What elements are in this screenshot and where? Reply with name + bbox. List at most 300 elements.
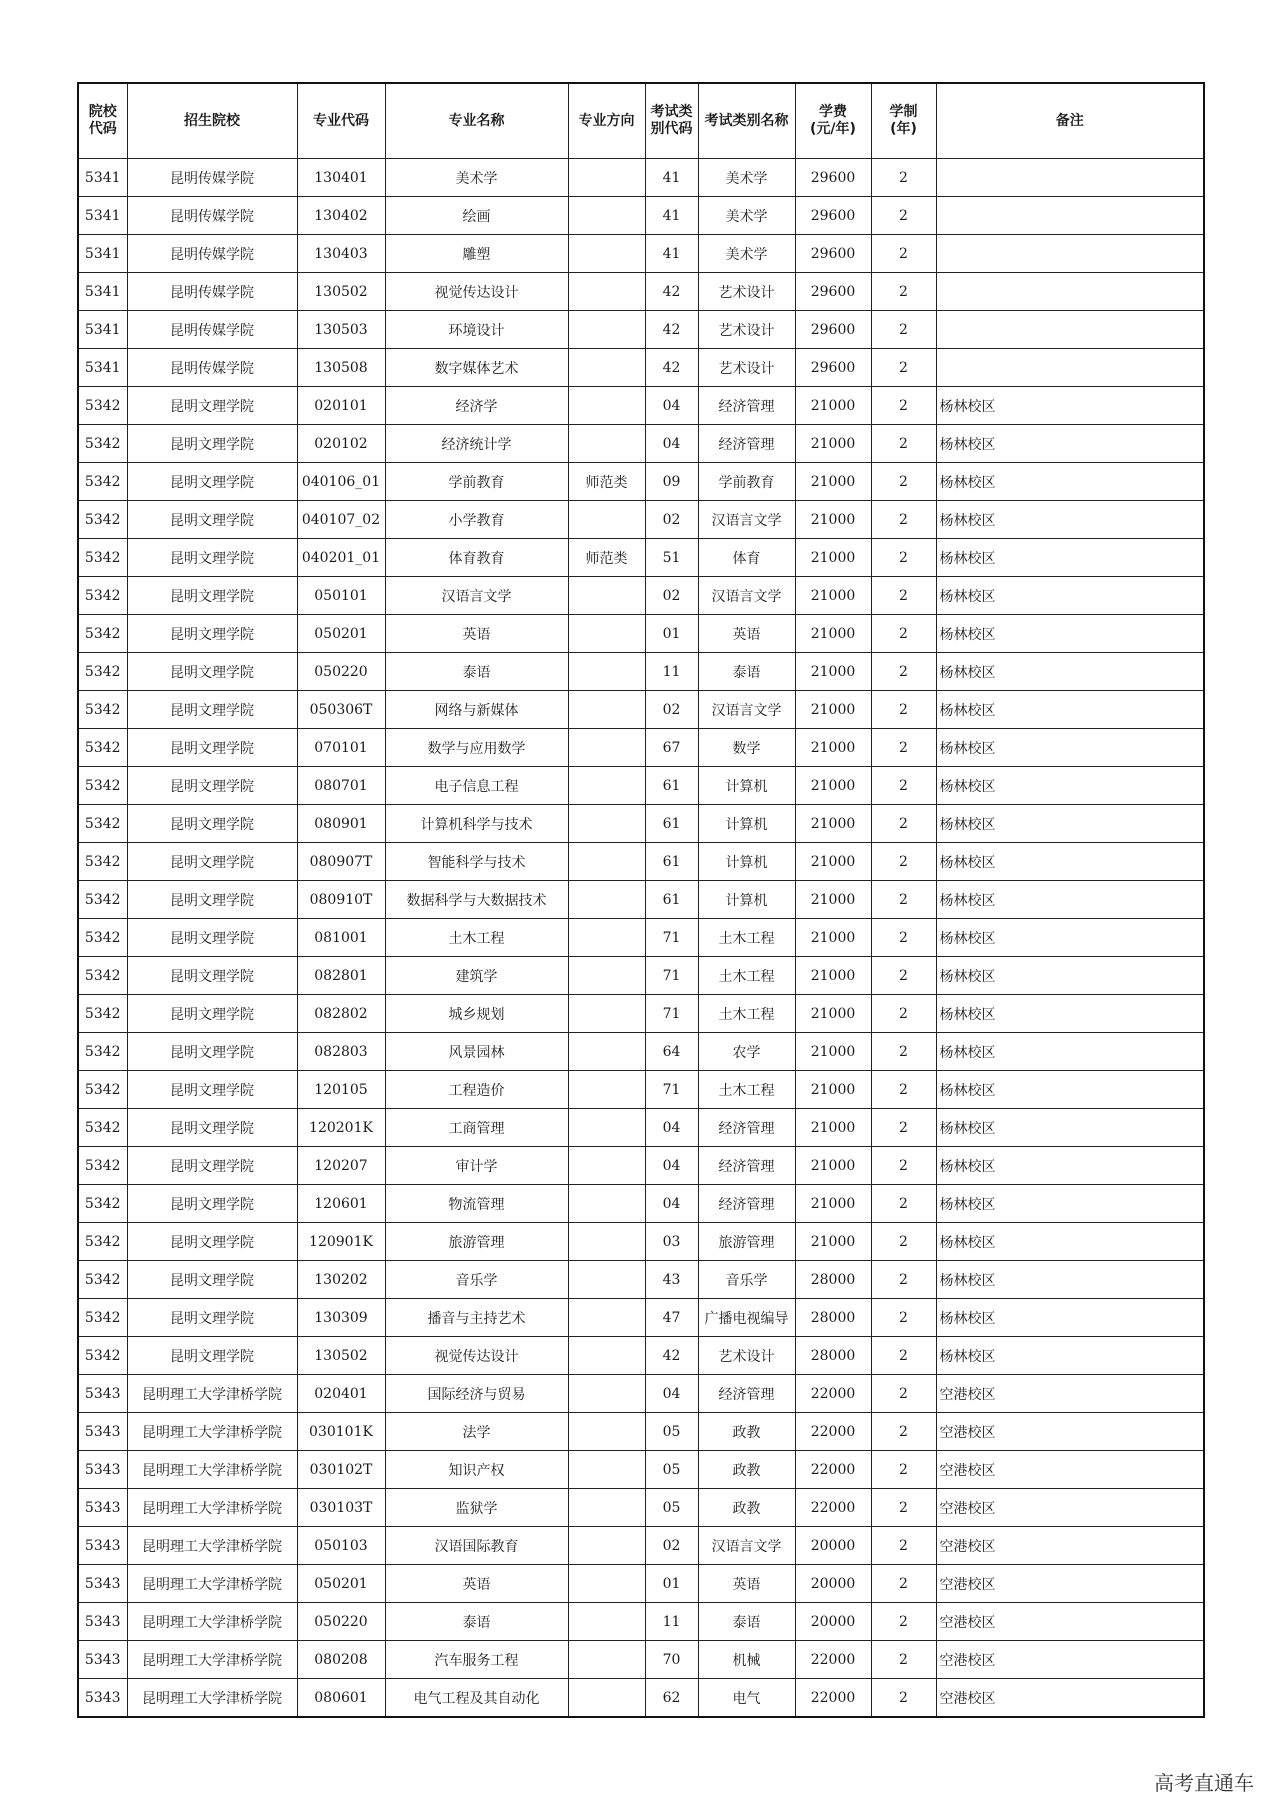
school-code-cell: 5341: [78, 311, 127, 349]
exam-name-cell: 音乐学: [698, 1261, 795, 1299]
major-name-cell: 美术学: [385, 159, 568, 197]
exam-code-cell: 61: [645, 767, 698, 805]
major-code-cell: 050103: [297, 1527, 385, 1565]
remarks-cell: 杨林校区: [936, 501, 1204, 539]
duration-cell: 2: [871, 1185, 936, 1223]
major-code-cell: 080910T: [297, 881, 385, 919]
direction-cell: [568, 425, 645, 463]
tuition-cell: 22000: [795, 1375, 871, 1413]
duration-cell: 2: [871, 1299, 936, 1337]
exam-code-cell: 61: [645, 881, 698, 919]
duration-cell: 2: [871, 349, 936, 387]
major-code-cell: 030101K: [297, 1413, 385, 1451]
duration-cell: 2: [871, 1375, 936, 1413]
school-code-cell: 5343: [78, 1375, 127, 1413]
exam-code-cell: 09: [645, 463, 698, 501]
table-row: [78, 1413, 1204, 1451]
exam-name-cell: 土木工程: [698, 1071, 795, 1109]
tuition-cell: 29600: [795, 235, 871, 273]
remarks-cell: 杨林校区: [936, 387, 1204, 425]
tuition-cell: 21000: [795, 1109, 871, 1147]
header-exam-name: 考试类别名称: [698, 83, 795, 159]
remarks-cell: 空港校区: [936, 1565, 1204, 1603]
major-name-cell: 国际经济与贸易: [385, 1375, 568, 1413]
table-row: [78, 577, 1204, 615]
exam-name-cell: 泰语: [698, 653, 795, 691]
major-name-cell: 旅游管理: [385, 1223, 568, 1261]
exam-name-cell: 汉语言文学: [698, 1527, 795, 1565]
exam-code-cell: 05: [645, 1489, 698, 1527]
school-code-cell: 5342: [78, 1337, 127, 1375]
exam-name-cell: 体育: [698, 539, 795, 577]
remarks-cell: 杨林校区: [936, 1185, 1204, 1223]
school-code-cell: 5342: [78, 729, 127, 767]
exam-name-cell: 艺术设计: [698, 311, 795, 349]
duration-cell: 2: [871, 957, 936, 995]
table-row: [78, 311, 1204, 349]
tuition-cell: 21000: [795, 615, 871, 653]
exam-code-cell: 05: [645, 1451, 698, 1489]
school-name-cell: 昆明理工大学津桥学院: [127, 1603, 297, 1641]
duration-cell: 2: [871, 159, 936, 197]
remarks-cell: 杨林校区: [936, 919, 1204, 957]
school-code-cell: 5343: [78, 1679, 127, 1718]
school-code-cell: 5342: [78, 1299, 127, 1337]
direction-cell: [568, 1147, 645, 1185]
remarks-cell: 杨林校区: [936, 1337, 1204, 1375]
direction-cell: [568, 235, 645, 273]
exam-name-cell: 美术学: [698, 159, 795, 197]
direction-cell: [568, 881, 645, 919]
exam-code-cell: 71: [645, 957, 698, 995]
exam-name-cell: 土木工程: [698, 957, 795, 995]
tuition-cell: 29600: [795, 273, 871, 311]
duration-cell: 2: [871, 387, 936, 425]
exam-name-cell: 学前教育: [698, 463, 795, 501]
exam-name-cell: 机械: [698, 1641, 795, 1679]
school-name-cell: 昆明文理学院: [127, 1185, 297, 1223]
major-code-cell: 130403: [297, 235, 385, 273]
table-row: [78, 463, 1204, 501]
table-row: [78, 1109, 1204, 1147]
exam-name-cell: 数学: [698, 729, 795, 767]
major-name-cell: 经济学: [385, 387, 568, 425]
remarks-cell: 杨林校区: [936, 995, 1204, 1033]
exam-code-cell: 43: [645, 1261, 698, 1299]
header-school-name: 招生院校: [127, 83, 297, 159]
remarks-cell: [936, 349, 1204, 387]
exam-name-cell: 农学: [698, 1033, 795, 1071]
school-code-cell: 5342: [78, 1147, 127, 1185]
exam-code-cell: 11: [645, 653, 698, 691]
major-code-cell: 130401: [297, 159, 385, 197]
major-code-cell: 120201K: [297, 1109, 385, 1147]
school-name-cell: 昆明理工大学津桥学院: [127, 1489, 297, 1527]
school-name-cell: 昆明文理学院: [127, 539, 297, 577]
exam-name-cell: 政教: [698, 1451, 795, 1489]
tuition-cell: 22000: [795, 1641, 871, 1679]
tuition-cell: 29600: [795, 159, 871, 197]
direction-cell: [568, 805, 645, 843]
table-row: [78, 1451, 1204, 1489]
duration-cell: 2: [871, 1147, 936, 1185]
school-name-cell: 昆明文理学院: [127, 463, 297, 501]
direction-cell: [568, 159, 645, 197]
tuition-cell: 21000: [795, 1071, 871, 1109]
major-name-cell: 城乡规划: [385, 995, 568, 1033]
major-code-cell: 050101: [297, 577, 385, 615]
major-name-cell: 视觉传达设计: [385, 273, 568, 311]
remarks-cell: 杨林校区: [936, 843, 1204, 881]
exam-name-cell: 经济管理: [698, 425, 795, 463]
exam-code-cell: 02: [645, 691, 698, 729]
major-name-cell: 电子信息工程: [385, 767, 568, 805]
table-row: [78, 425, 1204, 463]
duration-cell: 2: [871, 463, 936, 501]
remarks-cell: 空港校区: [936, 1489, 1204, 1527]
table-header: [78, 83, 1204, 159]
school-code-cell: 5342: [78, 539, 127, 577]
school-code-cell: 5342: [78, 1033, 127, 1071]
major-code-cell: 080601: [297, 1679, 385, 1718]
school-code-cell: 5342: [78, 881, 127, 919]
tuition-cell: 20000: [795, 1565, 871, 1603]
exam-name-cell: 美术学: [698, 197, 795, 235]
duration-cell: 2: [871, 1071, 936, 1109]
table-row: [78, 1261, 1204, 1299]
exam-code-cell: 51: [645, 539, 698, 577]
major-name-cell: 风景园林: [385, 1033, 568, 1071]
tuition-cell: 21000: [795, 577, 871, 615]
duration-cell: 2: [871, 1679, 936, 1718]
major-name-cell: 视觉传达设计: [385, 1337, 568, 1375]
major-code-cell: 040201_01: [297, 539, 385, 577]
duration-cell: 2: [871, 539, 936, 577]
major-name-cell: 监狱学: [385, 1489, 568, 1527]
school-name-cell: 昆明理工大学津桥学院: [127, 1679, 297, 1718]
major-code-cell: 130508: [297, 349, 385, 387]
school-name-cell: 昆明文理学院: [127, 1299, 297, 1337]
table-row: [78, 1489, 1204, 1527]
remarks-cell: 杨林校区: [936, 1299, 1204, 1337]
table-row: [78, 805, 1204, 843]
school-name-cell: 昆明文理学院: [127, 805, 297, 843]
exam-name-cell: 计算机: [698, 805, 795, 843]
tuition-cell: 22000: [795, 1679, 871, 1718]
major-code-cell: 080208: [297, 1641, 385, 1679]
school-code-cell: 5343: [78, 1527, 127, 1565]
table-row: [78, 729, 1204, 767]
major-name-cell: 汽车服务工程: [385, 1641, 568, 1679]
exam-code-cell: 04: [645, 387, 698, 425]
major-code-cell: 130502: [297, 273, 385, 311]
school-name-cell: 昆明理工大学津桥学院: [127, 1413, 297, 1451]
major-code-cell: 050201: [297, 615, 385, 653]
major-code-cell: 040106_01: [297, 463, 385, 501]
direction-cell: [568, 1337, 645, 1375]
school-name-cell: 昆明传媒学院: [127, 349, 297, 387]
duration-cell: 2: [871, 1641, 936, 1679]
exam-name-cell: 政教: [698, 1489, 795, 1527]
remarks-cell: 空港校区: [936, 1679, 1204, 1718]
tuition-cell: 21000: [795, 1033, 871, 1071]
direction-cell: [568, 1413, 645, 1451]
school-code-cell: 5342: [78, 767, 127, 805]
remarks-cell: 杨林校区: [936, 881, 1204, 919]
major-name-cell: 汉语言文学: [385, 577, 568, 615]
school-code-cell: 5342: [78, 1261, 127, 1299]
exam-code-cell: 41: [645, 159, 698, 197]
direction-cell: [568, 1641, 645, 1679]
table-row: [78, 653, 1204, 691]
tuition-cell: 22000: [795, 1451, 871, 1489]
table-row: [78, 1375, 1204, 1413]
major-code-cell: 120901K: [297, 1223, 385, 1261]
school-name-cell: 昆明文理学院: [127, 691, 297, 729]
school-name-cell: 昆明理工大学津桥学院: [127, 1641, 297, 1679]
exam-code-cell: 02: [645, 1527, 698, 1565]
exam-code-cell: 62: [645, 1679, 698, 1718]
direction-cell: [568, 1185, 645, 1223]
exam-code-cell: 02: [645, 577, 698, 615]
exam-code-cell: 04: [645, 1109, 698, 1147]
major-code-cell: 020401: [297, 1375, 385, 1413]
major-name-cell: 体育教育: [385, 539, 568, 577]
exam-name-cell: 经济管理: [698, 1375, 795, 1413]
tuition-cell: 21000: [795, 425, 871, 463]
tuition-cell: 21000: [795, 805, 871, 843]
school-code-cell: 5342: [78, 577, 127, 615]
major-name-cell: 小学教育: [385, 501, 568, 539]
header-duration: 学制 (年): [871, 83, 936, 159]
exam-code-cell: 47: [645, 1299, 698, 1337]
table-row: [78, 1679, 1204, 1718]
major-name-cell: 经济统计学: [385, 425, 568, 463]
school-name-cell: 昆明理工大学津桥学院: [127, 1565, 297, 1603]
table-row: [78, 1337, 1204, 1375]
tuition-cell: 21000: [795, 691, 871, 729]
school-name-cell: 昆明文理学院: [127, 957, 297, 995]
tuition-cell: 21000: [795, 463, 871, 501]
school-code-cell: 5343: [78, 1489, 127, 1527]
exam-code-cell: 01: [645, 615, 698, 653]
remarks-cell: [936, 159, 1204, 197]
major-name-cell: 网络与新媒体: [385, 691, 568, 729]
remarks-cell: 空港校区: [936, 1451, 1204, 1489]
duration-cell: 2: [871, 235, 936, 273]
tuition-cell: 21000: [795, 881, 871, 919]
duration-cell: 2: [871, 1109, 936, 1147]
exam-name-cell: 计算机: [698, 881, 795, 919]
duration-cell: 2: [871, 311, 936, 349]
duration-cell: 2: [871, 273, 936, 311]
exam-code-cell: 04: [645, 1147, 698, 1185]
school-code-cell: 5343: [78, 1565, 127, 1603]
school-name-cell: 昆明文理学院: [127, 425, 297, 463]
duration-cell: 2: [871, 1489, 936, 1527]
remarks-cell: 杨林校区: [936, 1261, 1204, 1299]
table-row: [78, 501, 1204, 539]
direction-cell: [568, 1071, 645, 1109]
tuition-cell: 28000: [795, 1299, 871, 1337]
exam-name-cell: 艺术设计: [698, 273, 795, 311]
duration-cell: 2: [871, 691, 936, 729]
school-code-cell: 5341: [78, 197, 127, 235]
tuition-cell: 21000: [795, 501, 871, 539]
school-code-cell: 5342: [78, 691, 127, 729]
school-name-cell: 昆明文理学院: [127, 1337, 297, 1375]
major-name-cell: 电气工程及其自动化: [385, 1679, 568, 1718]
exam-name-cell: 计算机: [698, 767, 795, 805]
exam-name-cell: 电气: [698, 1679, 795, 1718]
header-row: [78, 83, 1204, 159]
school-name-cell: 昆明文理学院: [127, 1033, 297, 1071]
major-code-cell: 080701: [297, 767, 385, 805]
exam-code-cell: 71: [645, 995, 698, 1033]
direction-cell: [568, 1603, 645, 1641]
exam-name-cell: 广播电视编导: [698, 1299, 795, 1337]
tuition-cell: 21000: [795, 919, 871, 957]
major-code-cell: 130502: [297, 1337, 385, 1375]
school-name-cell: 昆明传媒学院: [127, 235, 297, 273]
major-name-cell: 学前教育: [385, 463, 568, 501]
duration-cell: 2: [871, 805, 936, 843]
school-name-cell: 昆明理工大学津桥学院: [127, 1527, 297, 1565]
remarks-cell: [936, 273, 1204, 311]
major-code-cell: 130503: [297, 311, 385, 349]
direction-cell: [568, 349, 645, 387]
exam-name-cell: 艺术设计: [698, 349, 795, 387]
direction-cell: 师范类: [568, 463, 645, 501]
major-code-cell: 050220: [297, 1603, 385, 1641]
direction-cell: [568, 577, 645, 615]
direction-cell: [568, 501, 645, 539]
direction-cell: [568, 387, 645, 425]
major-name-cell: 数学与应用数学: [385, 729, 568, 767]
major-code-cell: 080901: [297, 805, 385, 843]
school-name-cell: 昆明文理学院: [127, 387, 297, 425]
table-row: [78, 159, 1204, 197]
remarks-cell: 杨林校区: [936, 691, 1204, 729]
direction-cell: [568, 729, 645, 767]
exam-code-cell: 02: [645, 501, 698, 539]
school-name-cell: 昆明文理学院: [127, 501, 297, 539]
major-name-cell: 工商管理: [385, 1109, 568, 1147]
table-row: [78, 995, 1204, 1033]
tuition-cell: 21000: [795, 767, 871, 805]
school-code-cell: 5342: [78, 1071, 127, 1109]
remarks-cell: 杨林校区: [936, 1071, 1204, 1109]
school-code-cell: 5342: [78, 919, 127, 957]
remarks-cell: 杨林校区: [936, 805, 1204, 843]
school-code-cell: 5342: [78, 653, 127, 691]
direction-cell: [568, 1527, 645, 1565]
major-name-cell: 数据科学与大数据技术: [385, 881, 568, 919]
table-row: [78, 1641, 1204, 1679]
direction-cell: [568, 767, 645, 805]
major-code-cell: 130402: [297, 197, 385, 235]
table-row: [78, 539, 1204, 577]
school-name-cell: 昆明传媒学院: [127, 197, 297, 235]
remarks-cell: [936, 197, 1204, 235]
table-row: [78, 881, 1204, 919]
school-name-cell: 昆明文理学院: [127, 995, 297, 1033]
remarks-cell: 杨林校区: [936, 425, 1204, 463]
direction-cell: [568, 653, 645, 691]
duration-cell: 2: [871, 767, 936, 805]
direction-cell: [568, 1033, 645, 1071]
direction-cell: [568, 197, 645, 235]
exam-name-cell: 土木工程: [698, 995, 795, 1033]
table-row: [78, 235, 1204, 273]
duration-cell: 2: [871, 843, 936, 881]
tuition-cell: 22000: [795, 1413, 871, 1451]
major-code-cell: 020101: [297, 387, 385, 425]
table-row: [78, 767, 1204, 805]
remarks-cell: 杨林校区: [936, 1033, 1204, 1071]
major-name-cell: 英语: [385, 1565, 568, 1603]
major-name-cell: 绘画: [385, 197, 568, 235]
header-school-code: 院校 代码: [78, 83, 127, 159]
exam-code-cell: 71: [645, 919, 698, 957]
major-code-cell: 020102: [297, 425, 385, 463]
exam-code-cell: 03: [645, 1223, 698, 1261]
school-name-cell: 昆明文理学院: [127, 1109, 297, 1147]
duration-cell: 2: [871, 653, 936, 691]
tuition-cell: 29600: [795, 311, 871, 349]
exam-name-cell: 汉语言文学: [698, 501, 795, 539]
major-name-cell: 汉语国际教育: [385, 1527, 568, 1565]
exam-name-cell: 经济管理: [698, 1185, 795, 1223]
tuition-cell: 21000: [795, 539, 871, 577]
direction-cell: [568, 995, 645, 1033]
major-name-cell: 工程造价: [385, 1071, 568, 1109]
table-row: [78, 1299, 1204, 1337]
exam-code-cell: 01: [645, 1565, 698, 1603]
direction-cell: [568, 1565, 645, 1603]
table-row: [78, 1527, 1204, 1565]
direction-cell: [568, 1489, 645, 1527]
major-name-cell: 泰语: [385, 653, 568, 691]
header-exam-code: 考试类 别代码: [645, 83, 698, 159]
remarks-cell: 杨林校区: [936, 577, 1204, 615]
major-code-cell: 120601: [297, 1185, 385, 1223]
direction-cell: [568, 311, 645, 349]
major-code-cell: 070101: [297, 729, 385, 767]
header-tuition: 学费 (元/年): [795, 83, 871, 159]
duration-cell: 2: [871, 1603, 936, 1641]
school-code-cell: 5342: [78, 501, 127, 539]
remarks-cell: 空港校区: [936, 1375, 1204, 1413]
school-name-cell: 昆明文理学院: [127, 729, 297, 767]
major-code-cell: 130202: [297, 1261, 385, 1299]
major-code-cell: 120207: [297, 1147, 385, 1185]
remarks-cell: 空港校区: [936, 1641, 1204, 1679]
table-row: [78, 197, 1204, 235]
school-code-cell: 5342: [78, 615, 127, 653]
exam-code-cell: 71: [645, 1071, 698, 1109]
direction-cell: [568, 1223, 645, 1261]
duration-cell: 2: [871, 1451, 936, 1489]
major-name-cell: 泰语: [385, 1603, 568, 1641]
tuition-cell: 22000: [795, 1489, 871, 1527]
direction-cell: [568, 273, 645, 311]
table-body: [78, 159, 1204, 1718]
remarks-cell: 空港校区: [936, 1603, 1204, 1641]
remarks-cell: 杨林校区: [936, 615, 1204, 653]
exam-name-cell: 经济管理: [698, 1109, 795, 1147]
exam-code-cell: 42: [645, 349, 698, 387]
